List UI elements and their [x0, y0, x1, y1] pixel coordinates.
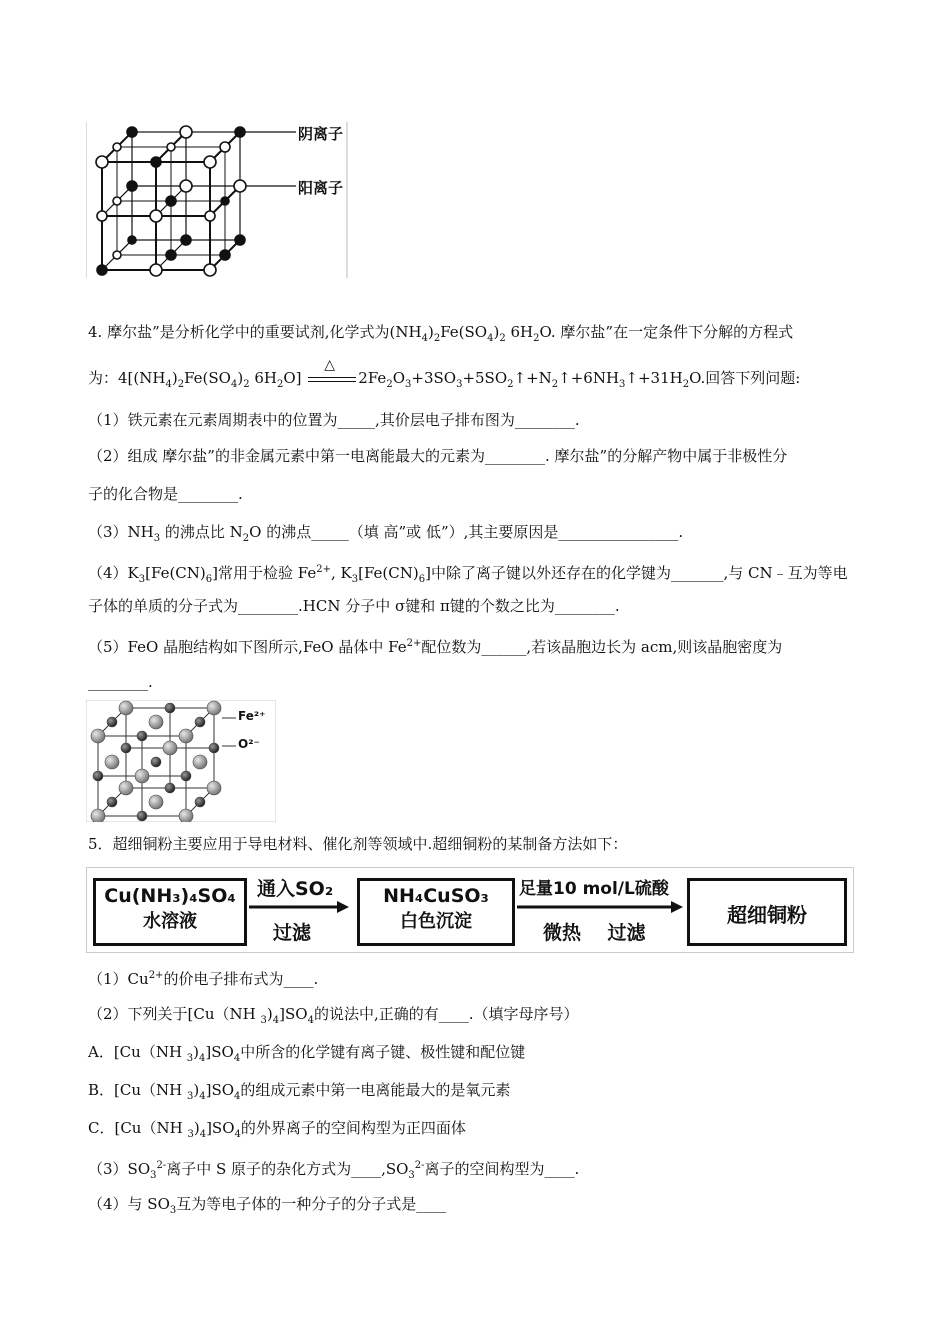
o-ion-label: O²⁻ — [238, 737, 260, 751]
ion-lattice-figure — [86, 122, 348, 278]
flow-box-precipitate: NH₄CuSO₃ 白色沉淀 — [357, 878, 515, 946]
fe-ion-label: Fe²⁺ — [238, 709, 266, 723]
flow-arrow2-bottom: 微热 过滤 — [543, 922, 646, 944]
q5-part1: $(1)Cu^{2+}$的价电子排布式为____. — [88, 970, 319, 988]
q5-option-b: B．[Cu（NH $_3)_4]SO_4$的组成元素中第一电离能最大的是氧元素 — [88, 1081, 511, 1102]
flow-arrow1 — [247, 900, 351, 914]
flow-arrow2 — [515, 900, 685, 914]
q5-part4: （4）与 $SO_3$互为等电子体的一种分子的分子式是____ — [88, 1195, 447, 1216]
anion-label: 阴离子 — [298, 125, 344, 143]
flow-chart — [86, 867, 854, 953]
q4-part4-line2: 子体的单质的分子式为________.HCN 分子中 σ键和 π键的个数之比为________. — [88, 597, 620, 615]
flow-arrow1-bottom: 过滤 — [273, 922, 312, 944]
q4-equation-line: 为：$4[(NH_4)_2Fe(SO_4)_2$ $6H_2O$] △ $2Fe_2O_3+3SO_3+5SO_2↑+N_2↑+6NH_3↑+31H_2O$.回答下列问题: — [88, 357, 801, 390]
q4-part2-line1: （2）组成 摩尔盐”的非金属元素中第一电离能最大的元素为________. 摩尔盐”的分解产物中属于非极性分 — [88, 447, 788, 465]
flow-box-product: 超细铜粉 — [687, 878, 847, 946]
q4-part2-line2: 子的化合物是________. — [88, 485, 243, 503]
flow-arrow1-top: 通入SO₂ — [257, 878, 334, 900]
q5-part3: $(3)SO_3^{2-}$离子中 S 原子的杂化方式为$\_\_\_\_,SO_3^{2-}$离子的空间构型为____. — [88, 1160, 580, 1181]
flow-arrow2-top: 足量10 mol/L硫酸 — [519, 879, 669, 899]
q4-part5-line1: （5）FeO 晶胞结构如下图所示,FeO 晶体中 $Fe^{2+}$配位数为______,若该晶胞边长为 acm,则该晶胞密度为 — [88, 638, 783, 656]
q5-option-a: A．[Cu（NH $_3)_4]SO_4$中所含的化学键有离子键、极性键和配位键 — [88, 1043, 526, 1064]
q5-option-c: C．[Cu（NH $_3)_4]SO_4$的外界离子的空间构型为正四面体 — [88, 1119, 466, 1140]
q4-stem-line1: 4. 摩尔盐”是分析化学中的重要试剂,化学式为$(NH_4)_2Fe(SO_4)_2$ $6H_2O$. 摩尔盐”在一定条件下分解的方程式 — [88, 323, 794, 344]
q4-part3: $(3)NH_3$ 的沸点比 $N_2O$ 的沸点_____（填 高”或 低”）,其主要原因是________________. — [88, 523, 684, 544]
q5-intro: 5．超细铜粉主要应用于导电材料、催化剂等领域中.超细铜粉的某制备方法如下： — [88, 835, 628, 853]
q4-part4-line1: $(4)K_3[Fe(CN)_6]$常用于检验 $Fe^{2+}$, $K_3[Fe(CN)_6]$中除了离子键以外还存在的化学键为_______,与 CN﹣互为等电 — [88, 564, 848, 585]
q5-part2: （2）下列关于[Cu（NH $_3)_4]SO_4$的说法中,正确的有____.（填字母序号） — [88, 1005, 579, 1026]
q4-part1: （1）铁元素在元素周期表中的位置为_____,其价层电子排布图为________. — [88, 411, 580, 429]
q4-part5-line2: ________. — [88, 673, 153, 691]
flow-box-solution: Cu(NH₃)₄SO₄ 水溶液 — [93, 878, 247, 946]
ion-lattice-diagram — [86, 122, 348, 278]
heat-condition: △ — [306, 369, 358, 389]
cation-label: 阳离子 — [298, 179, 344, 197]
feo-crystal-figure — [86, 700, 276, 822]
